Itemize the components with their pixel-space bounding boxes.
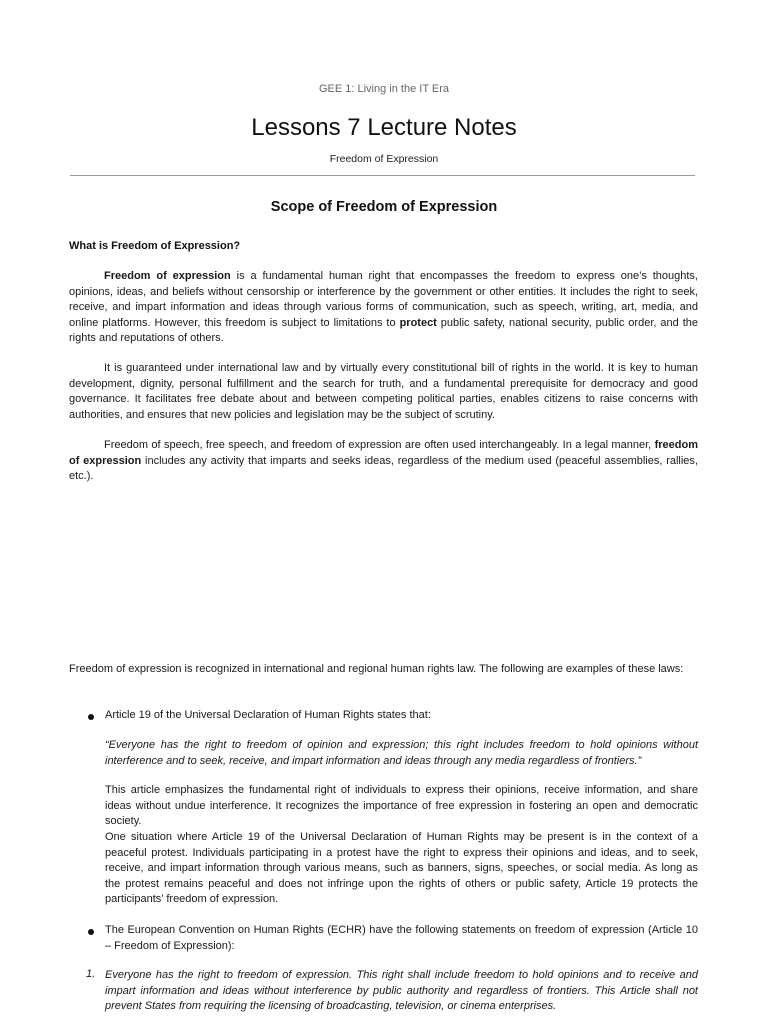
bold-term: freedom of expression bbox=[69, 439, 698, 467]
question-heading: What is Freedom of Expression? bbox=[69, 240, 241, 252]
article-19-explanation: This article emphasizes the fundamental right of individuals to express their opinions, receive information, and share ideas without undue interference. It recognizes the importance of free expression in fostering an open and democratic society. bbox=[105, 784, 698, 828]
page-title: Lessons 7 Lecture Notes bbox=[251, 114, 517, 141]
header-divider bbox=[70, 175, 695, 176]
bold-term: Freedom of expression bbox=[104, 270, 231, 282]
paragraph-text: Freedom of speech, free speech, and freedom of expression are often used interchangeably. In a legal manner, bbox=[104, 439, 655, 451]
course-header: GEE 1: Living in the IT Era bbox=[318, 83, 450, 95]
list-number: 1. bbox=[86, 968, 96, 980]
paragraph-text: is a fundamental human right that encompasses the freedom to express one’s thoughts, opinions, ideas, and beliefs without censorship or interference by the government or other entities. It includes the right to seek, receive, and impart information and ideas through various forms of communication, such as speech, writing, art, media, and online platforms. However, this freedom is subject to limitations to bbox=[69, 270, 698, 329]
article-19-example: One situation where Article 19 of the Universal Declaration of Human Rights may be present is in the context of a peaceful protest. Individuals participating in a protest have the right to express their opinions and ideas, and to seek, receive, and impart information through various means, such as banners, signs, speeches, or social media. As long as the protest remains peaceful and does not infringe upon the rights of others or public safety, Article 19 protects the participants’ freedom of expression. bbox=[105, 831, 698, 906]
bullet-echr: The European Convention on Human Rights (ECHR) have the following statements on freedom of expression (Article 10 – Freedom of Expression): bbox=[105, 924, 698, 952]
paragraph-definition bbox=[69, 269, 698, 347]
section-heading: Scope of Freedom of Expression bbox=[270, 199, 498, 215]
article-19-quote: “Everyone has the right to freedom of opinion and expression; this right includes freedom to hold opinions without interference and to seek, receive, and impart information and ideas through any media regardless of frontiers.” bbox=[105, 739, 698, 767]
paragraph-laws-intro: Freedom of expression is recognized in international and regional human rights law. The following are examples of these laws: bbox=[69, 663, 684, 675]
paragraph-text: public safety, national security, public order, and the rights and reputations of others. bbox=[69, 316, 698, 345]
page-subtitle: Freedom of Expression bbox=[329, 153, 439, 165]
echr-article-10-item: Everyone has the right to freedom of expression. This right shall include freedom to hold opinions and to receive and impart information and ideas without interference by public authority and regardless of frontiers. This Article shall not prevent States from requiring the licensing of broadcasting, television, or cinema enterprises. bbox=[105, 969, 698, 1013]
bullet-icon bbox=[88, 714, 94, 720]
bullet-icon bbox=[88, 929, 94, 935]
paragraph-guarantee: It is guaranteed under international law and by virtually every constitutional bill of rights in the world. It is key to human development, dignity, personal fulfillment and the search for truth, and a fundamental prerequisite for democracy and good governance. It facilitates free debate about and between competing political parties, enables citizens to raise concerns with authorities, and ensures that new policies and legislation may be the subject of scrutiny. bbox=[69, 362, 698, 421]
bold-term: protect bbox=[399, 316, 437, 329]
paragraph-interchangeable bbox=[69, 438, 698, 485]
bullet-article-19: Article 19 of the Universal Declaration of Human Rights states that: bbox=[105, 709, 431, 721]
paragraph-text: includes any activity that imparts and seeks ideas, regardless of the medium used (peaceful assemblies, rallies, etc.). bbox=[69, 454, 698, 483]
